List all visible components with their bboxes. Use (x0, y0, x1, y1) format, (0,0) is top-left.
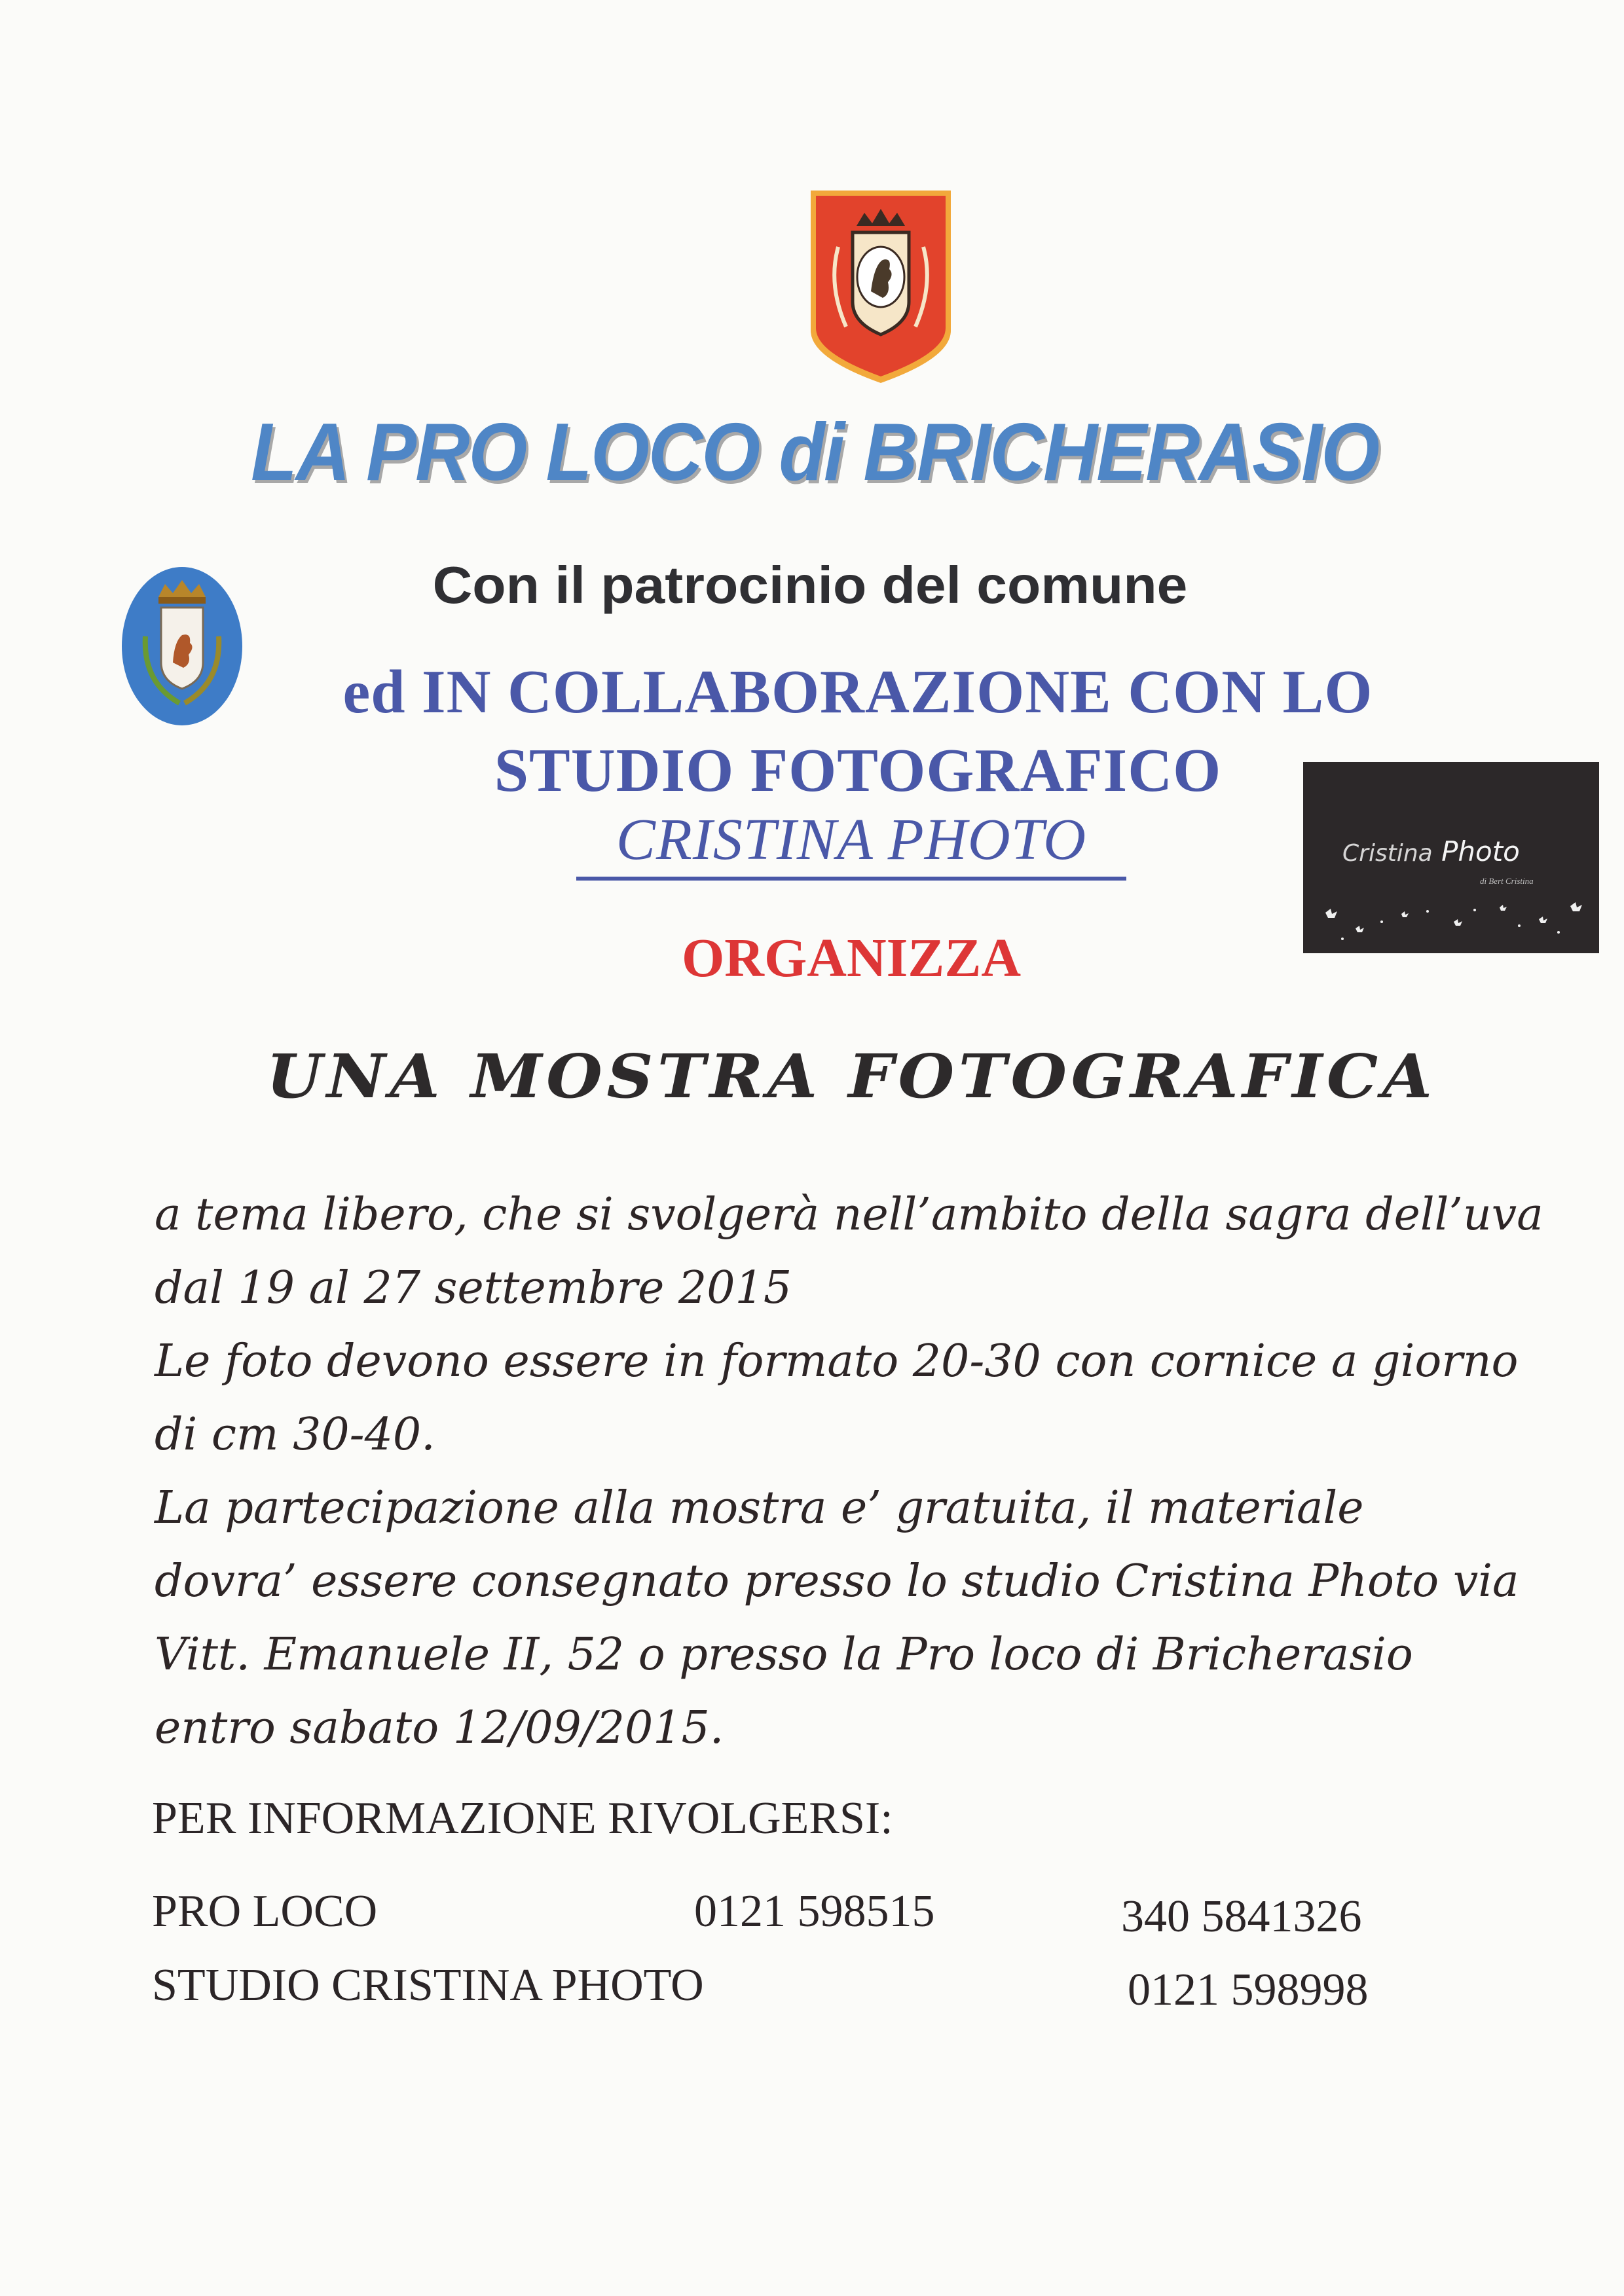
contact-mobile-pro-loco: 340 5841326 (1121, 1891, 1362, 1942)
body-line: di cm 30-40. (155, 1409, 435, 1461)
collaboration-studio-name: CRISTINA PHOTO (576, 807, 1126, 881)
contact-name-pro-loco: PRO LOCO (152, 1886, 378, 1937)
patrocinio-subtitle: Con il patrocinio del comune (432, 556, 1188, 614)
butterflies-icon (1303, 893, 1599, 953)
pro-loco-crest-icon (805, 187, 956, 386)
contact-phone-studio: 0121 598998 (1128, 1965, 1369, 2015)
body-line: dovra’ essere consegnato presso lo studio Cristina Photo via (155, 1556, 1519, 1607)
event-title: UNA MOSTRA FOTOGRAFICA (266, 1041, 1437, 1112)
body-line: a tema libero, che si svolgerà nell’ambito della sagra dell’uva (155, 1189, 1543, 1241)
body-line: dal 19 al 27 settembre 2015 (155, 1262, 792, 1314)
contacts-heading: PER INFORMAZIONE RIVOLGERSI: (152, 1793, 893, 1844)
organizza-heading: ORGANIZZA (681, 928, 1022, 989)
body-line: La partecipazione alla mostra e’ gratuita, il materiale (155, 1482, 1364, 1534)
body-line: entro sabato 12/09/2015. (155, 1702, 724, 1754)
body-line: Vitt. Emanuele II, 52 o presso la Pro loco di Bricherasio (155, 1629, 1413, 1681)
collaboration-line-2: STUDIO FOTOGRAFICO (494, 737, 1222, 805)
main-title: LA PRO LOCO di BRICHERASIO (251, 407, 1379, 498)
logo-wordmark: Cristina Photo (1342, 835, 1520, 867)
collaboration-line-1: ed IN COLLABORAZIONE CON LO (342, 658, 1373, 726)
participation-info (155, 1472, 1569, 1765)
photo-format-info (155, 1325, 1569, 1472)
body-line: Le foto devono essere in formato 20-30 con cornice a giorno (155, 1336, 1519, 1387)
event-description (155, 1178, 1569, 1325)
logo-tagline: di Bert Cristina (1480, 876, 1534, 886)
contact-name-studio: STUDIO CRISTINA PHOTO (152, 1960, 704, 2011)
contact-phone-pro-loco: 0121 598515 (694, 1886, 935, 1937)
